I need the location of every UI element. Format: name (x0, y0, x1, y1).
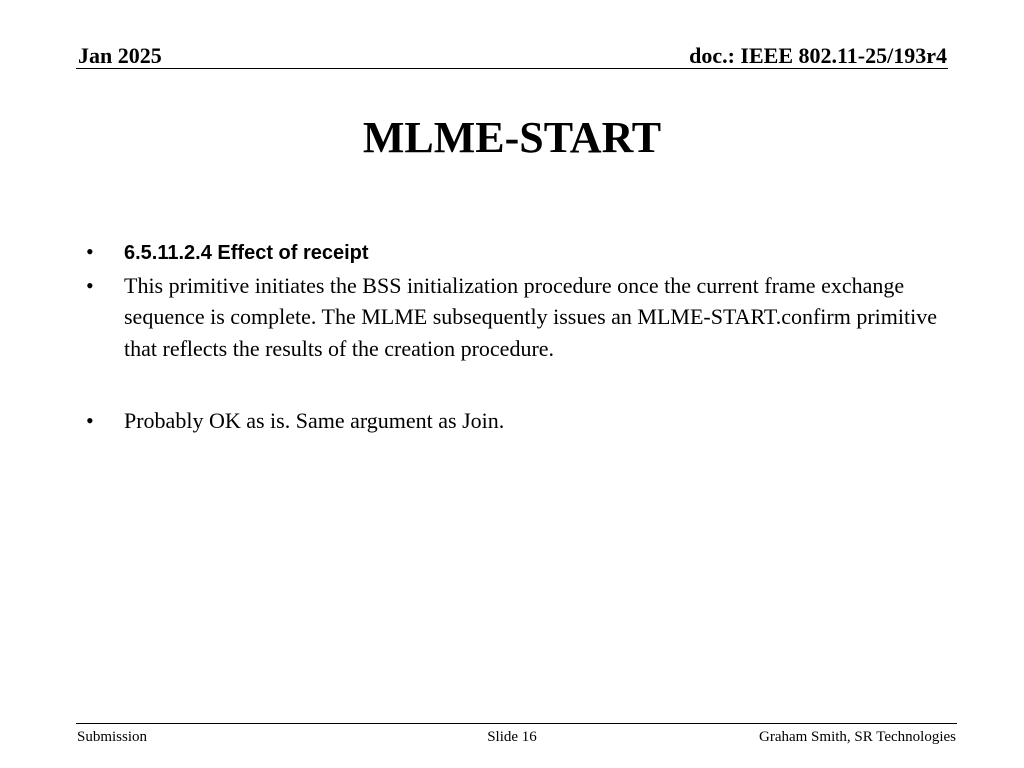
bullet-list (84, 236, 954, 437)
bullet-marker: • (86, 272, 94, 298)
header-date: Jan 2025 (78, 43, 162, 68)
footer-submission: Submission (77, 729, 148, 745)
footer-author: Graham Smith, SR Technologies (759, 729, 956, 745)
bullet-marker: • (86, 239, 94, 264)
bullet-comment (84, 405, 954, 437)
bullet-section-heading (84, 236, 954, 270)
bullet-text: Probably OK as is. Same argument as Join. (124, 408, 505, 433)
bullet-text: 6.5.11.2.4 Effect of receipt (124, 242, 369, 264)
bullet-marker: • (86, 408, 94, 433)
bullet-description (84, 270, 954, 365)
footer-divider (76, 723, 957, 724)
header-doc-id: doc.: IEEE 802.11-25/193r4 (689, 43, 947, 68)
bullet-text: This primitive initiates the BSS initialization procedure once the current frame exchange sequence is complete. The MLME subsequently issues an MLME-START.confirm primitive that reflects the results of the creation procedure. (124, 272, 938, 361)
slide-title: MLME-START (362, 113, 662, 162)
header-divider (76, 68, 948, 69)
footer-slide-number: Slide 16 (487, 729, 537, 745)
